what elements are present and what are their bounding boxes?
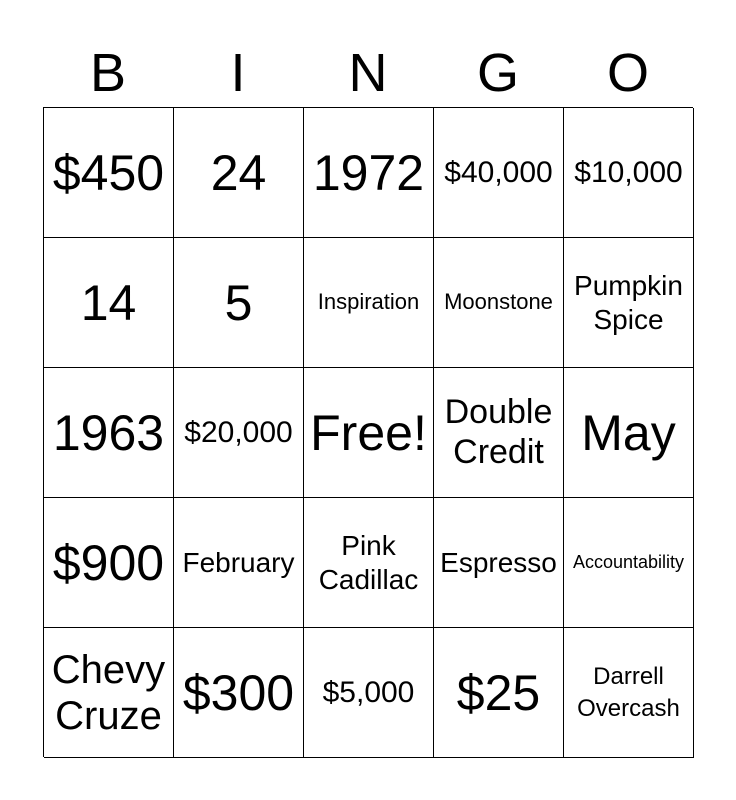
bingo-cell-r1-c1[interactable]: $450 bbox=[44, 108, 174, 238]
bingo-cell-r3-c4[interactable]: Double Credit bbox=[434, 368, 564, 498]
bingo-cell-r2-c1[interactable]: 14 bbox=[44, 238, 174, 368]
header-letter-o: O bbox=[606, 43, 649, 103]
bingo-cell-r5-c4[interactable]: $25 bbox=[434, 628, 564, 758]
bingo-cell-r4-c3[interactable]: Pink Cadillac bbox=[304, 498, 434, 628]
bingo-cell-r1-c5[interactable]: $10,000 bbox=[564, 108, 694, 238]
bingo-cell-r4-c4[interactable]: Espresso bbox=[434, 498, 564, 628]
bingo-cell-r2-c2[interactable]: 5 bbox=[174, 238, 304, 368]
bingo-cell-r3-c5[interactable]: May bbox=[564, 368, 694, 498]
bingo-cell-r1-c2[interactable]: 24 bbox=[174, 108, 304, 238]
bingo-cell-r4-c1[interactable]: $900 bbox=[44, 498, 174, 628]
bingo-cell-r2-c4[interactable]: Moonstone bbox=[434, 238, 564, 368]
bingo-cell-r1-c4[interactable]: $40,000 bbox=[434, 108, 564, 238]
bingo-header bbox=[43, 38, 693, 108]
bingo-cell-r3-c3-free[interactable]: Free! bbox=[304, 368, 434, 498]
header-letter-n: N bbox=[348, 43, 388, 103]
header-letter-i: I bbox=[230, 43, 246, 103]
bingo-cell-r3-c2[interactable]: $20,000 bbox=[174, 368, 304, 498]
bingo-cell-r5-c5[interactable]: Darrell Overcash bbox=[564, 628, 694, 758]
bingo-cell-r2-c5[interactable]: Pumpkin Spice bbox=[564, 238, 694, 368]
bingo-cell-r4-c5[interactable]: Accountability bbox=[564, 498, 694, 628]
bingo-cell-r1-c3[interactable]: 1972 bbox=[304, 108, 434, 238]
bingo-cell-r3-c1[interactable]: 1963 bbox=[44, 368, 174, 498]
bingo-cell-r5-c1[interactable]: Chevy Cruze bbox=[44, 628, 174, 758]
bingo-cell-r5-c3[interactable]: $5,000 bbox=[304, 628, 434, 758]
bingo-cell-r2-c3[interactable]: Inspiration bbox=[304, 238, 434, 368]
bingo-cell-r4-c2[interactable]: February bbox=[174, 498, 304, 628]
bingo-cell-r5-c2[interactable]: $300 bbox=[174, 628, 304, 758]
header-letter-g: G bbox=[476, 43, 519, 103]
header-letter-b: B bbox=[89, 43, 127, 103]
bingo-board bbox=[43, 107, 693, 757]
